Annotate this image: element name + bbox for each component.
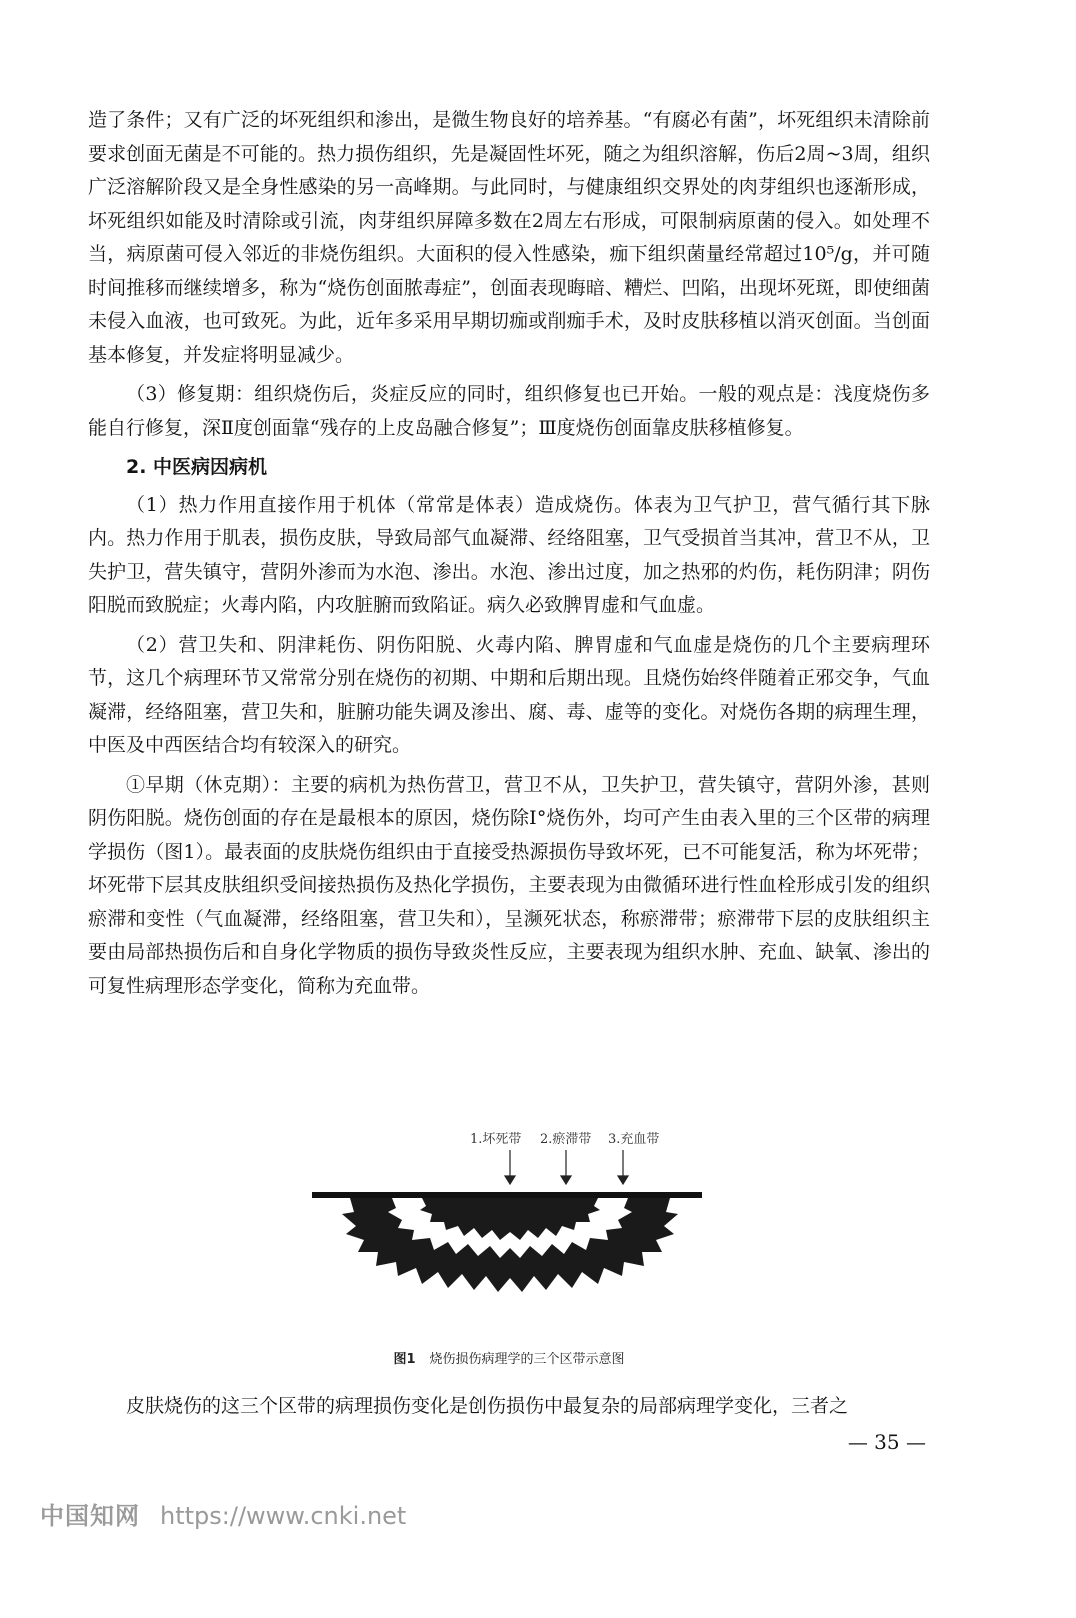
- section-heading: 2. 中医病因病机: [126, 456, 268, 478]
- burn-zone-figure: [310, 1128, 710, 1338]
- paragraph-heat-action: （1）热力作用直接作用于机体（常常是体表）造成烧伤。体表为卫气护卫，营气循行其下脉内。热力作用于肌表，损伤皮肤，导致局部气血凝滞、经络阻塞，卫气受损首当其冲，营卫不从，卫失护卫，营失镇守，营阴外渗而为水泡、渗出。水泡、渗出过度，加之热邪的灼伤，耗伤阴津；阴伤阳脱而致脱症；火毒内陷，内攻脏腑而致陷证。病久必致脾胃虚和气血虚。: [88, 493, 930, 616]
- footer-brand: 中国知网: [40, 1502, 140, 1530]
- skin-surface-bar: [312, 1192, 702, 1198]
- figure-caption-text: 烧伤损伤病理学的三个区带示意图: [429, 1352, 625, 1367]
- page-number: — 35 —: [847, 1430, 926, 1454]
- burn-zone-diagram: [310, 1128, 710, 1338]
- arrow-hyperemia-head: [618, 1176, 628, 1184]
- figure-caption-number: 图1: [393, 1352, 416, 1367]
- figure-label-hyperemia: 3.充血带: [608, 1132, 660, 1147]
- paragraph-early-phase: ①早期（休克期）：主要的病机为热伤营卫，营卫不从，卫失护卫，营失镇守，营阴外渗，甚则阴伤阳脱。烧伤创面的存在是最根本的原因，烧伤除Ⅰ°烧伤外，均可产生由表入里的三个区带的病理学损伤（图1）。最表面的皮肤烧伤组织由于直接受热源损伤导致坏死，已不可能复活，称为坏死带；坏死带下层其皮肤组织受间接热损伤及热化学损伤，主要表现为由微循环进行性血栓形成引发的组织瘀滞和变性（气血凝滞，经络阻塞，营卫失和），呈濒死状态，称瘀滞带；瘀滞带下层的皮肤组织主要由局部热损伤后和自身化学物质的损伤导致炎性反应，主要表现为组织水肿、充血、缺氧、渗出的可复性病理形态学变化，简称为充血带。: [88, 773, 930, 997]
- figure-caption: [88, 1348, 930, 1367]
- arrow-stasis-head: [561, 1176, 571, 1184]
- paragraph-repair-phase: （3）修复期：组织烧伤后，炎症反应的同时，组织修复也已开始。一般的观点是：浅度烧伤多能自行修复，深Ⅱ度创面靠“残存的上皮岛融合修复”；Ⅲ度烧伤创面靠皮肤移植修复。: [88, 383, 930, 439]
- figure-label-stasis: 2.瘀滞带: [540, 1132, 592, 1147]
- figure-label-necrosis: 1.坏死带: [470, 1132, 522, 1147]
- paragraph-pathology-links: （2）营卫失和、阴津耗伤、阴伤阳脱、火毒内陷、脾胃虚和气血虚是烧伤的几个主要病理环节，这几个病理环节又常常分别在烧伤的初期、中期和后期出现。且烧伤始终伴随着正邪交争，气血凝滞，经络阻塞，营卫失和，脏腑功能失调及渗出、腐、毒、虚等的变化。对烧伤各期的病理生理，中医及中西医结合均有较深入的研究。: [88, 633, 930, 756]
- paragraph-infection: 造了条件；又有广泛的坏死组织和渗出，是微生物良好的培养基。“有腐必有菌”，坏死组织未清除前要求创面无菌是不可能的。热力损伤组织，先是凝固性坏死，随之为组织溶解，伤后2周~3周，组织广泛溶解阶段又是全身性感染的另一高峰期。与此同时，与健康组织交界处的肉芽组织也逐渐形成，坏死组织如能及时清除或引流，肉芽组织屏障多数在2周左右形成，可限制病原菌的侵入。如处理不当，病原菌可侵入邻近的非烧伤组织。大面积的侵入性感染，痂下组织菌量经常超过10⁵/g，并可随时间推移而继续增多，称为“烧伤创面脓毒症”，创面表现晦暗、糟烂、凹陷，出现坏死斑，即使细菌未侵入血液，也可致死。为此，近年多采用早期切痂或削痂手术，及时皮肤移植以消灭创面。当创面基本修复，并发症将明显减少。: [88, 109, 930, 366]
- footer-watermark: [40, 1496, 406, 1531]
- paragraph-zones-summary: 皮肤烧伤的这三个区带的病理损伤变化是创伤损伤中最复杂的局部病理学变化，三者之: [126, 1395, 849, 1417]
- footer-url[interactable]: https://www.cnki.net: [160, 1502, 407, 1530]
- page-body: [88, 104, 930, 1009]
- arrow-necrosis-head: [505, 1176, 515, 1184]
